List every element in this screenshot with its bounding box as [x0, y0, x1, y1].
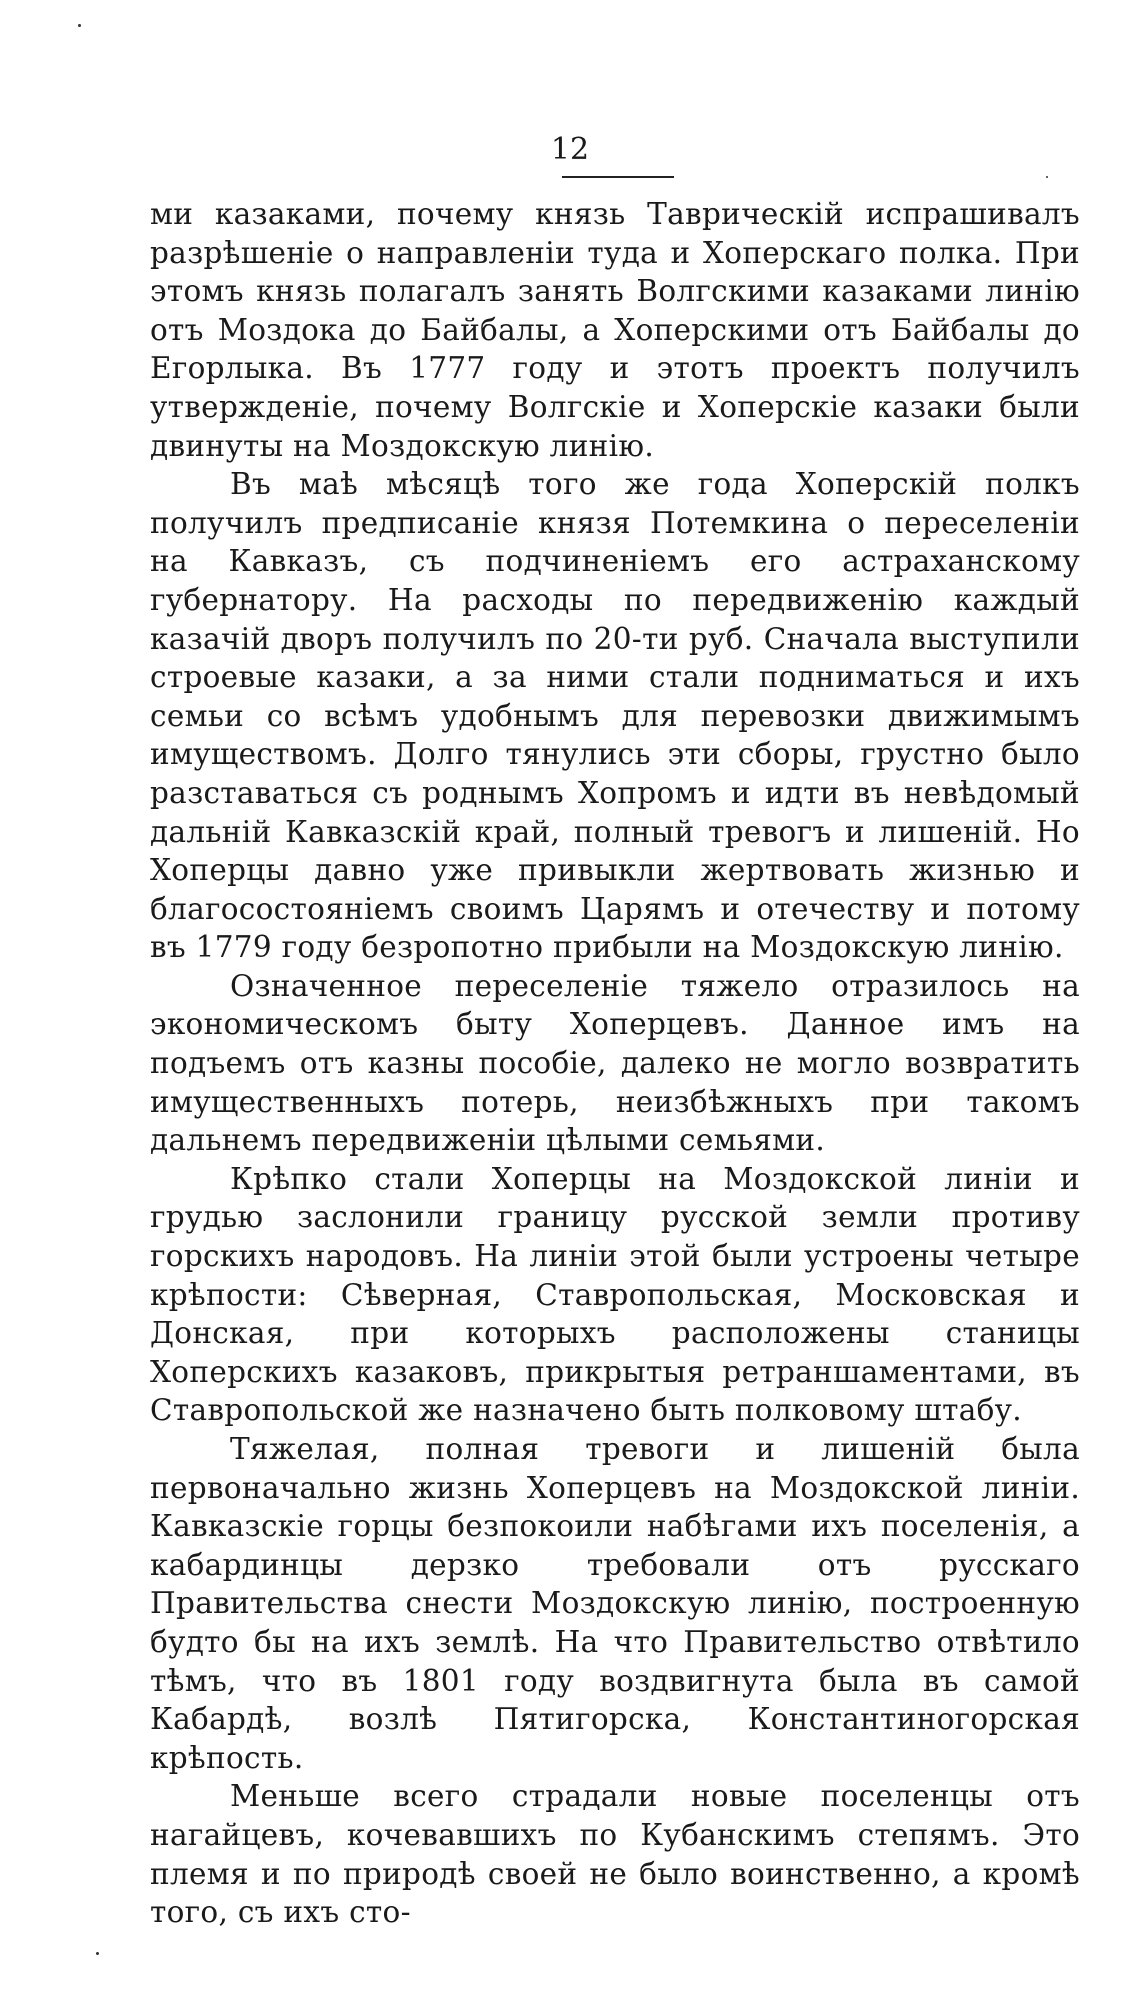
- body-text: [150, 195, 1080, 1932]
- print-speck: [1046, 176, 1048, 178]
- print-speck: [96, 1952, 99, 1955]
- paragraph-2: Въ маѣ мѣсяцѣ того же года Хоперскій полкъ получилъ предписаніе князя Потемкина о переселеніи на Кавказъ, съ подчиненіемъ его астраханскому губернатору. На расходы по передвиженію каждый казачій дворъ получилъ по 20-ти руб. Сначала выступили строевые казаки, а за ними стали подниматься и ихъ семьи со всѣмъ удобнымъ для перевозки движимымъ имуществомъ. Долго тянулись эти сборы, грустно было разставаться съ роднымъ Хопромъ и идти въ невѣдомый дальній Кавказскій край, полный тревогъ и лишеній. Но Хоперцы давно уже привыкли жертвовать жизнью и благосостояніемъ своимъ Царямъ и отечеству и потому въ 1779 году безропотно прибыли на Моздокскую линію.: [150, 467, 1080, 965]
- paragraph-6: Меньше всего страдали новые поселенцы отъ нагайцевъ, кочевавшихъ по Кубанскимъ степямъ. Это племя и по природѣ своей не было воинственно, а кромѣ того, съ ихъ сто-: [150, 1779, 1080, 1930]
- print-speck: [78, 24, 81, 27]
- paragraph-4: Крѣпко стали Хоперцы на Моздокской линіи и грудью заслонили границу русской земли противу горскихъ народовъ. На линіи этой были устроены четыре крѣпости: Сѣверная, Ставропольская, Московская и Донская, при которыхъ расположены станицы Хоперскихъ казаковъ, прикрытыя ретраншаментами, въ Ставропольской же назначено быть полковому штабу.: [150, 1161, 1080, 1428]
- page-number-rule: [562, 176, 674, 178]
- paragraph-1: ми казаками, почему князь Таврическій испрашивалъ разрѣшеніе о направленіи туда и Хоперскаго полка. При этомъ князь полагалъ занять Волгскими казаками линію отъ Моздока до Байбалы, а Хоперскими отъ Байбалы до Егорлыка. Въ 1777 году и этотъ проектъ получилъ утвержденіе, почему Волгскіе и Хоперскіе казаки были двинуты на Моздокскую линію.: [150, 197, 1080, 463]
- paragraph-5: Тяжелая, полная тревоги и лишеній была первоначально жизнь Хоперцевъ на Моздокской линіи. Кавказскіе горцы безпокоили набѣгами ихъ поселенія, а кабардинцы дерзко требовали отъ русскаго Правительства снести Моздокскую линію, построенную будто бы на ихъ землѣ. На что Правительство отвѣтило тѣмъ, что въ 1801 году воздвигнута была въ самой Кабардѣ, возлѣ Пятигорска, Константиногорская крѣпость.: [150, 1432, 1080, 1775]
- page-number: 12: [550, 132, 590, 167]
- paragraph-3: Означенное переселеніе тяжело отразилось на экономическомъ быту Хоперцевъ. Данное имъ на подъемъ отъ казны пособіе, далеко не могло возвратить имущественныхъ потерь, неизбѣжныхъ при такомъ дальнемъ передвиженіи цѣлыми семьями.: [150, 968, 1080, 1158]
